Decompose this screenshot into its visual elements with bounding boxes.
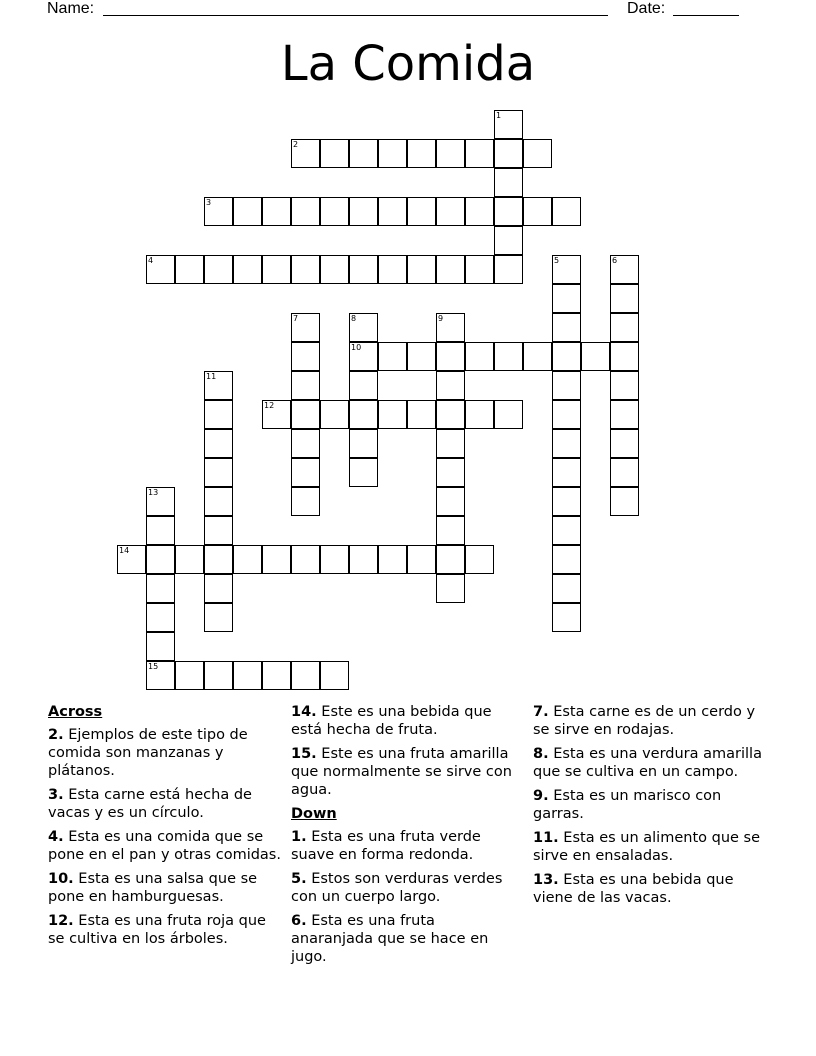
grid-cell[interactable]: [436, 313, 465, 342]
grid-cell[interactable]: [291, 487, 320, 516]
grid-cell[interactable]: [204, 429, 233, 458]
grid-cell[interactable]: [610, 371, 639, 400]
grid-cell[interactable]: [175, 255, 204, 284]
cell-number: 7: [293, 314, 299, 323]
grid-cell[interactable]: [291, 545, 320, 574]
grid-cell[interactable]: [233, 661, 262, 690]
clue-down-7: [533, 703, 773, 739]
grid-cell[interactable]: [291, 371, 320, 400]
down-heading: Down: [291, 806, 337, 822]
clue-across-12: [48, 912, 283, 948]
grid-cell[interactable]: [523, 342, 552, 371]
clue-number: 13.: [533, 872, 559, 888]
grid-cell[interactable]: [610, 255, 639, 284]
grid-cell[interactable]: [349, 545, 378, 574]
clue-down-11: [533, 829, 773, 865]
grid-cell[interactable]: [407, 400, 436, 429]
cell-number: 2: [293, 140, 299, 149]
grid-cell[interactable]: [291, 458, 320, 487]
grid-cell[interactable]: [378, 255, 407, 284]
grid-cell[interactable]: [349, 400, 378, 429]
name-label: Name:: [47, 0, 95, 17]
grid-cell[interactable]: [465, 255, 494, 284]
grid-cell[interactable]: [146, 516, 175, 545]
grid-cell[interactable]: [378, 139, 407, 168]
grid-cell[interactable]: [610, 487, 639, 516]
grid-cell[interactable]: [436, 139, 465, 168]
grid-cell[interactable]: [320, 400, 349, 429]
cell-number: 13: [148, 488, 159, 497]
grid-cell[interactable]: [204, 487, 233, 516]
grid-cell[interactable]: [552, 574, 581, 603]
grid-cell[interactable]: [436, 197, 465, 226]
grid-cell[interactable]: [204, 516, 233, 545]
grid-cell[interactable]: [204, 603, 233, 632]
grid-cell[interactable]: [407, 255, 436, 284]
grid-cell[interactable]: [349, 342, 378, 371]
cell-number: 11: [206, 372, 217, 381]
grid-cell[interactable]: [291, 313, 320, 342]
clue-text: Esta es una fruta anaranjada que se hace en jugo.: [291, 913, 489, 965]
grid-cell[interactable]: [407, 139, 436, 168]
clue-number: 6.: [291, 913, 307, 929]
cell-number: 9: [438, 314, 444, 323]
grid-cell[interactable]: [262, 661, 291, 690]
grid-cell[interactable]: [233, 545, 262, 574]
grid-cell[interactable]: [610, 313, 639, 342]
grid-cell[interactable]: [291, 139, 320, 168]
grid-cell[interactable]: [262, 255, 291, 284]
cell-number: 14: [119, 546, 130, 555]
grid-cell[interactable]: [262, 545, 291, 574]
grid-cell[interactable]: [291, 429, 320, 458]
date-field-line[interactable]: [673, 15, 739, 16]
clue-text: Esta es una bebida que viene de las vacas.: [533, 872, 734, 906]
grid-cell[interactable]: [436, 371, 465, 400]
cell-number: 15: [148, 662, 159, 671]
grid-cell[interactable]: [552, 516, 581, 545]
clue-text: Esta es una comida que se pone en el pan y otras comidas.: [48, 829, 281, 863]
grid-cell[interactable]: [552, 429, 581, 458]
grid-cell[interactable]: [552, 458, 581, 487]
grid-cell[interactable]: [552, 400, 581, 429]
grid-cell[interactable]: [407, 342, 436, 371]
grid-cell[interactable]: [378, 545, 407, 574]
grid-cell[interactable]: [436, 487, 465, 516]
clue-down-13: [533, 871, 773, 907]
grid-cell[interactable]: [552, 603, 581, 632]
clue-text: Esta es un alimento que se sirve en ensaladas.: [533, 830, 761, 864]
grid-cell[interactable]: [465, 400, 494, 429]
grid-cell[interactable]: [494, 342, 523, 371]
clue-text: Esta es una salsa que se pone en hamburguesas.: [48, 871, 258, 905]
grid-cell[interactable]: [494, 110, 523, 139]
clue-across-3: [48, 786, 283, 822]
grid-cell[interactable]: [494, 139, 523, 168]
grid-cell[interactable]: [204, 661, 233, 690]
clue-down-9: [533, 787, 773, 823]
grid-cell[interactable]: [291, 342, 320, 371]
grid-cell[interactable]: [494, 400, 523, 429]
cell-number: 12: [264, 401, 275, 410]
grid-cell[interactable]: [378, 197, 407, 226]
clue-down-8: [533, 745, 773, 781]
grid-cell[interactable]: [349, 139, 378, 168]
grid-cell[interactable]: [146, 545, 175, 574]
grid-cell[interactable]: [552, 284, 581, 313]
grid-cell[interactable]: [552, 545, 581, 574]
clue-number: 11.: [533, 830, 559, 846]
grid-cell[interactable]: [349, 429, 378, 458]
cell-number: 4: [148, 256, 154, 265]
grid-cell[interactable]: [349, 313, 378, 342]
clue-down-6: [291, 912, 517, 966]
grid-cell[interactable]: [349, 371, 378, 400]
grid-cell[interactable]: [552, 487, 581, 516]
grid-cell[interactable]: [523, 139, 552, 168]
clue-number: 9.: [533, 788, 549, 804]
clues-column-2: [291, 703, 517, 972]
grid-cell[interactable]: [436, 458, 465, 487]
grid-cell[interactable]: [465, 139, 494, 168]
clue-number: 5.: [291, 871, 307, 887]
grid-cell[interactable]: [523, 197, 552, 226]
clue-text: Esta carne está hecha de vacas y es un círculo.: [48, 787, 252, 821]
grid-cell[interactable]: [291, 661, 320, 690]
grid-cell[interactable]: [494, 168, 523, 197]
clue-number: 3.: [48, 787, 64, 803]
across-heading: Across: [48, 704, 103, 720]
clue-number: 10.: [48, 871, 74, 887]
grid-cell[interactable]: [436, 574, 465, 603]
grid-cell[interactable]: [436, 429, 465, 458]
clue-number: 1.: [291, 829, 307, 845]
grid-cell[interactable]: [204, 400, 233, 429]
grid-cell[interactable]: [146, 487, 175, 516]
cell-number: 5: [554, 256, 560, 265]
grid-cell[interactable]: [610, 342, 639, 371]
grid-cell[interactable]: [175, 661, 204, 690]
date-label: Date:: [627, 0, 666, 17]
clue-number: 14.: [291, 704, 317, 720]
clue-across-2: [48, 726, 283, 780]
clue-number: 7.: [533, 704, 549, 720]
grid-cell[interactable]: [291, 400, 320, 429]
clue-down-5: [291, 870, 517, 906]
clue-number: 8.: [533, 746, 549, 762]
clues-column-1: [48, 703, 283, 954]
grid-cell[interactable]: [146, 661, 175, 690]
grid-cell[interactable]: [204, 255, 233, 284]
grid-cell[interactable]: [436, 516, 465, 545]
clue-number: 12.: [48, 913, 74, 929]
cell-number: 1: [496, 111, 502, 120]
grid-cell[interactable]: [494, 197, 523, 226]
grid-cell[interactable]: [610, 429, 639, 458]
grid-cell[interactable]: [436, 342, 465, 371]
grid-cell[interactable]: [610, 400, 639, 429]
grid-cell[interactable]: [204, 545, 233, 574]
grid-cell[interactable]: [291, 255, 320, 284]
grid-cell[interactable]: [494, 226, 523, 255]
grid-cell[interactable]: [117, 545, 146, 574]
clue-text: Ejemplos de este tipo de comida son manzanas y plátanos.: [48, 727, 248, 779]
grid-cell[interactable]: [146, 255, 175, 284]
grid-cell[interactable]: [320, 545, 349, 574]
clue-text: Este es una bebida que está hecha de fruta.: [291, 704, 492, 738]
grid-cell[interactable]: [610, 458, 639, 487]
clue-across-15: [291, 745, 517, 799]
grid-cell[interactable]: [552, 342, 581, 371]
grid-cell[interactable]: [175, 545, 204, 574]
clue-text: Esta es una verdura amarilla que se cultiva en un campo.: [533, 746, 762, 780]
page-title: La Comida: [280, 36, 536, 92]
clue-number: 2.: [48, 727, 64, 743]
grid-cell[interactable]: [552, 371, 581, 400]
grid-cell[interactable]: [204, 371, 233, 400]
clue-across-4: [48, 828, 283, 864]
grid-cell[interactable]: [146, 603, 175, 632]
clue-text: Esta carne es de un cerdo y se sirve en rodajas.: [533, 704, 756, 738]
grid-cell[interactable]: [407, 545, 436, 574]
grid-cell[interactable]: [320, 197, 349, 226]
grid-cell[interactable]: [494, 255, 523, 284]
grid-cell[interactable]: [610, 284, 639, 313]
grid-cell[interactable]: [291, 197, 320, 226]
cell-number: 10: [351, 343, 362, 352]
grid-cell[interactable]: [552, 255, 581, 284]
clue-number: 15.: [291, 746, 317, 762]
grid-cell[interactable]: [262, 197, 291, 226]
grid-cell[interactable]: [407, 197, 436, 226]
grid-cell[interactable]: [146, 574, 175, 603]
grid-cell[interactable]: [465, 545, 494, 574]
grid-cell[interactable]: [146, 632, 175, 661]
cell-number: 3: [206, 198, 212, 207]
grid-cell[interactable]: [262, 400, 291, 429]
clue-across-10: [48, 870, 283, 906]
clue-text: Este es una fruta amarilla que normalmente se sirve con agua.: [291, 746, 512, 798]
name-field-line[interactable]: [103, 15, 608, 16]
grid-cell[interactable]: [581, 342, 610, 371]
clue-text: Esta es un marisco con garras.: [533, 788, 722, 822]
clue-text: Esta es una fruta roja que se cultiva en los árboles.: [48, 913, 266, 947]
grid-cell[interactable]: [552, 197, 581, 226]
grid-cell[interactable]: [465, 342, 494, 371]
grid-cell[interactable]: [204, 574, 233, 603]
grid-cell[interactable]: [349, 458, 378, 487]
grid-cell[interactable]: [436, 545, 465, 574]
cell-number: 6: [612, 256, 618, 265]
grid-cell[interactable]: [552, 313, 581, 342]
clue-down-1: [291, 828, 517, 864]
grid-cell[interactable]: [233, 255, 262, 284]
grid-cell[interactable]: [233, 197, 262, 226]
grid-cell[interactable]: [349, 197, 378, 226]
grid-cell[interactable]: [378, 400, 407, 429]
grid-cell[interactable]: [320, 139, 349, 168]
clue-text: Esta es una fruta verde suave en forma redonda.: [291, 829, 481, 863]
grid-cell[interactable]: [349, 255, 378, 284]
clues-column-3: [533, 703, 773, 913]
grid-cell[interactable]: [320, 661, 349, 690]
cell-number: 8: [351, 314, 357, 323]
clue-number: 4.: [48, 829, 64, 845]
grid-cell[interactable]: [378, 342, 407, 371]
grid-cell[interactable]: [436, 400, 465, 429]
grid-cell[interactable]: [204, 197, 233, 226]
clue-text: Estos son verduras verdes con un cuerpo largo.: [291, 871, 503, 905]
grid-cell[interactable]: [204, 458, 233, 487]
grid-cell[interactable]: [436, 255, 465, 284]
grid-cell[interactable]: [465, 197, 494, 226]
clue-across-14: [291, 703, 517, 739]
grid-cell[interactable]: [320, 255, 349, 284]
